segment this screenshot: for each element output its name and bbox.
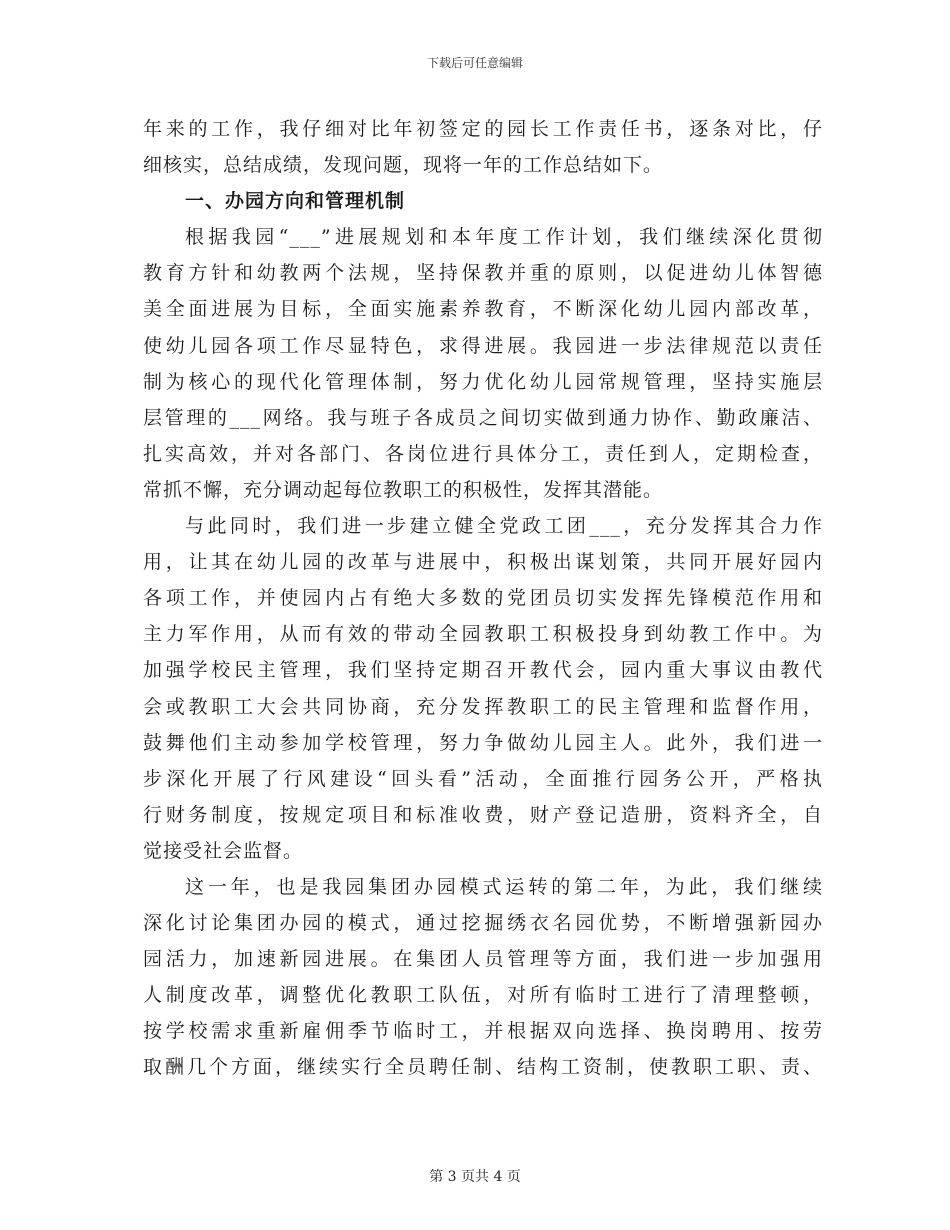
text-line: 人制度改革，调整优化教职工队伍，对所有临时工进行了清理整顿， [143, 984, 823, 1007]
section-heading: 一、办园方向和管理机制 [185, 190, 406, 213]
text-line: 取酬几个方面，继续实行全员聘任制、结构工资制，使教职工职、责、 [143, 1056, 823, 1079]
text-line: 这一年，也是我园集团办园模式运转的第二年，为此，我们继续 [185, 875, 823, 898]
text-line: 用，让其在幼儿园的改革与进展中，积极出谋划策，共同开展好园内 [143, 551, 823, 574]
text-line: 使幼儿园各项工作尽显特色，求得进展。我园进一步法律规范以责任 [143, 334, 823, 357]
text-line: 加强学校民主管理，我们坚持定期召开教代会，园内重大事议由教代 [143, 659, 823, 682]
text-line: 扎实高效，并对各部门、各岗位进行具体分工，责任到人，定期检查， [143, 442, 823, 465]
text-line: 美全面进展为目标，全面实施素养教育，不断深化幼儿园内部改革， [143, 298, 823, 321]
document-body [143, 111, 823, 1086]
text-line: 按学校需求重新雇佣季节临时工，并根据双向选择、换岗聘用、按劳 [143, 1020, 823, 1043]
text-line: 会或教职工大会共同协商，充分发挥教职工的民主管理和监督作用， [143, 695, 823, 718]
text-line: 制为核心的现代化管理体制，努力优化幼儿园常规管理，坚持实施层 [143, 370, 823, 393]
text-line: 步深化开展了行风建设“回头看”活动，全面推行园务公开，严格执 [143, 767, 823, 790]
text-line: 根据我园“___”进展规划和本年度工作计划，我们继续深化贯彻 [185, 226, 823, 249]
text-line: 园活力，加速新园进展。在集团人员管理等方面，我们进一步加强用 [143, 948, 823, 971]
text-line: 层管理的___网络。我与班子各成员之间切实做到通力协作、勤政廉洁、 [143, 406, 823, 429]
text-line: 年来的工作，我仔细对比年初签定的园长工作责任书，逐条对比，仔 [143, 118, 823, 140]
text-line: 与此同时，我们进一步建立健全党政工团___，充分发挥其合力作 [185, 515, 823, 538]
text-line: 鼓舞他们主动参加学校管理，努力争做幼儿园主人。此外，我们进一 [143, 731, 823, 754]
text-line: 行财务制度，按规定项目和标准收费，财产登记造册，资料齐全，自 [143, 803, 823, 826]
text-line: 主力军作用，从而有效的带动全园教职工积极投身到幼教工作中。为 [143, 623, 823, 646]
page-header: 下载后可任意编辑 [426, 56, 523, 70]
text-line: 细核实，总结成绩，发现问题，现将一年的工作总结如下。 [143, 154, 664, 177]
text-line: 觉接受社会监督。 [143, 839, 304, 862]
text-line: 常抓不懈，充分调动起每位教职工的积极性，发挥其潜能。 [143, 478, 664, 501]
text-line: 各项工作，并使园内占有绝大多数的党团员切实发挥先锋模范作用和 [143, 587, 823, 610]
text-line: 教育方针和幼教两个法规，坚持保教并重的原则，以促进幼儿体智德 [143, 262, 823, 285]
text-line: 深化讨论集团办园的模式，通过挖掘绣衣名园优势，不断增强新园办 [143, 912, 823, 935]
page-footer: 第 3 页共 4 页 [429, 1169, 521, 1185]
